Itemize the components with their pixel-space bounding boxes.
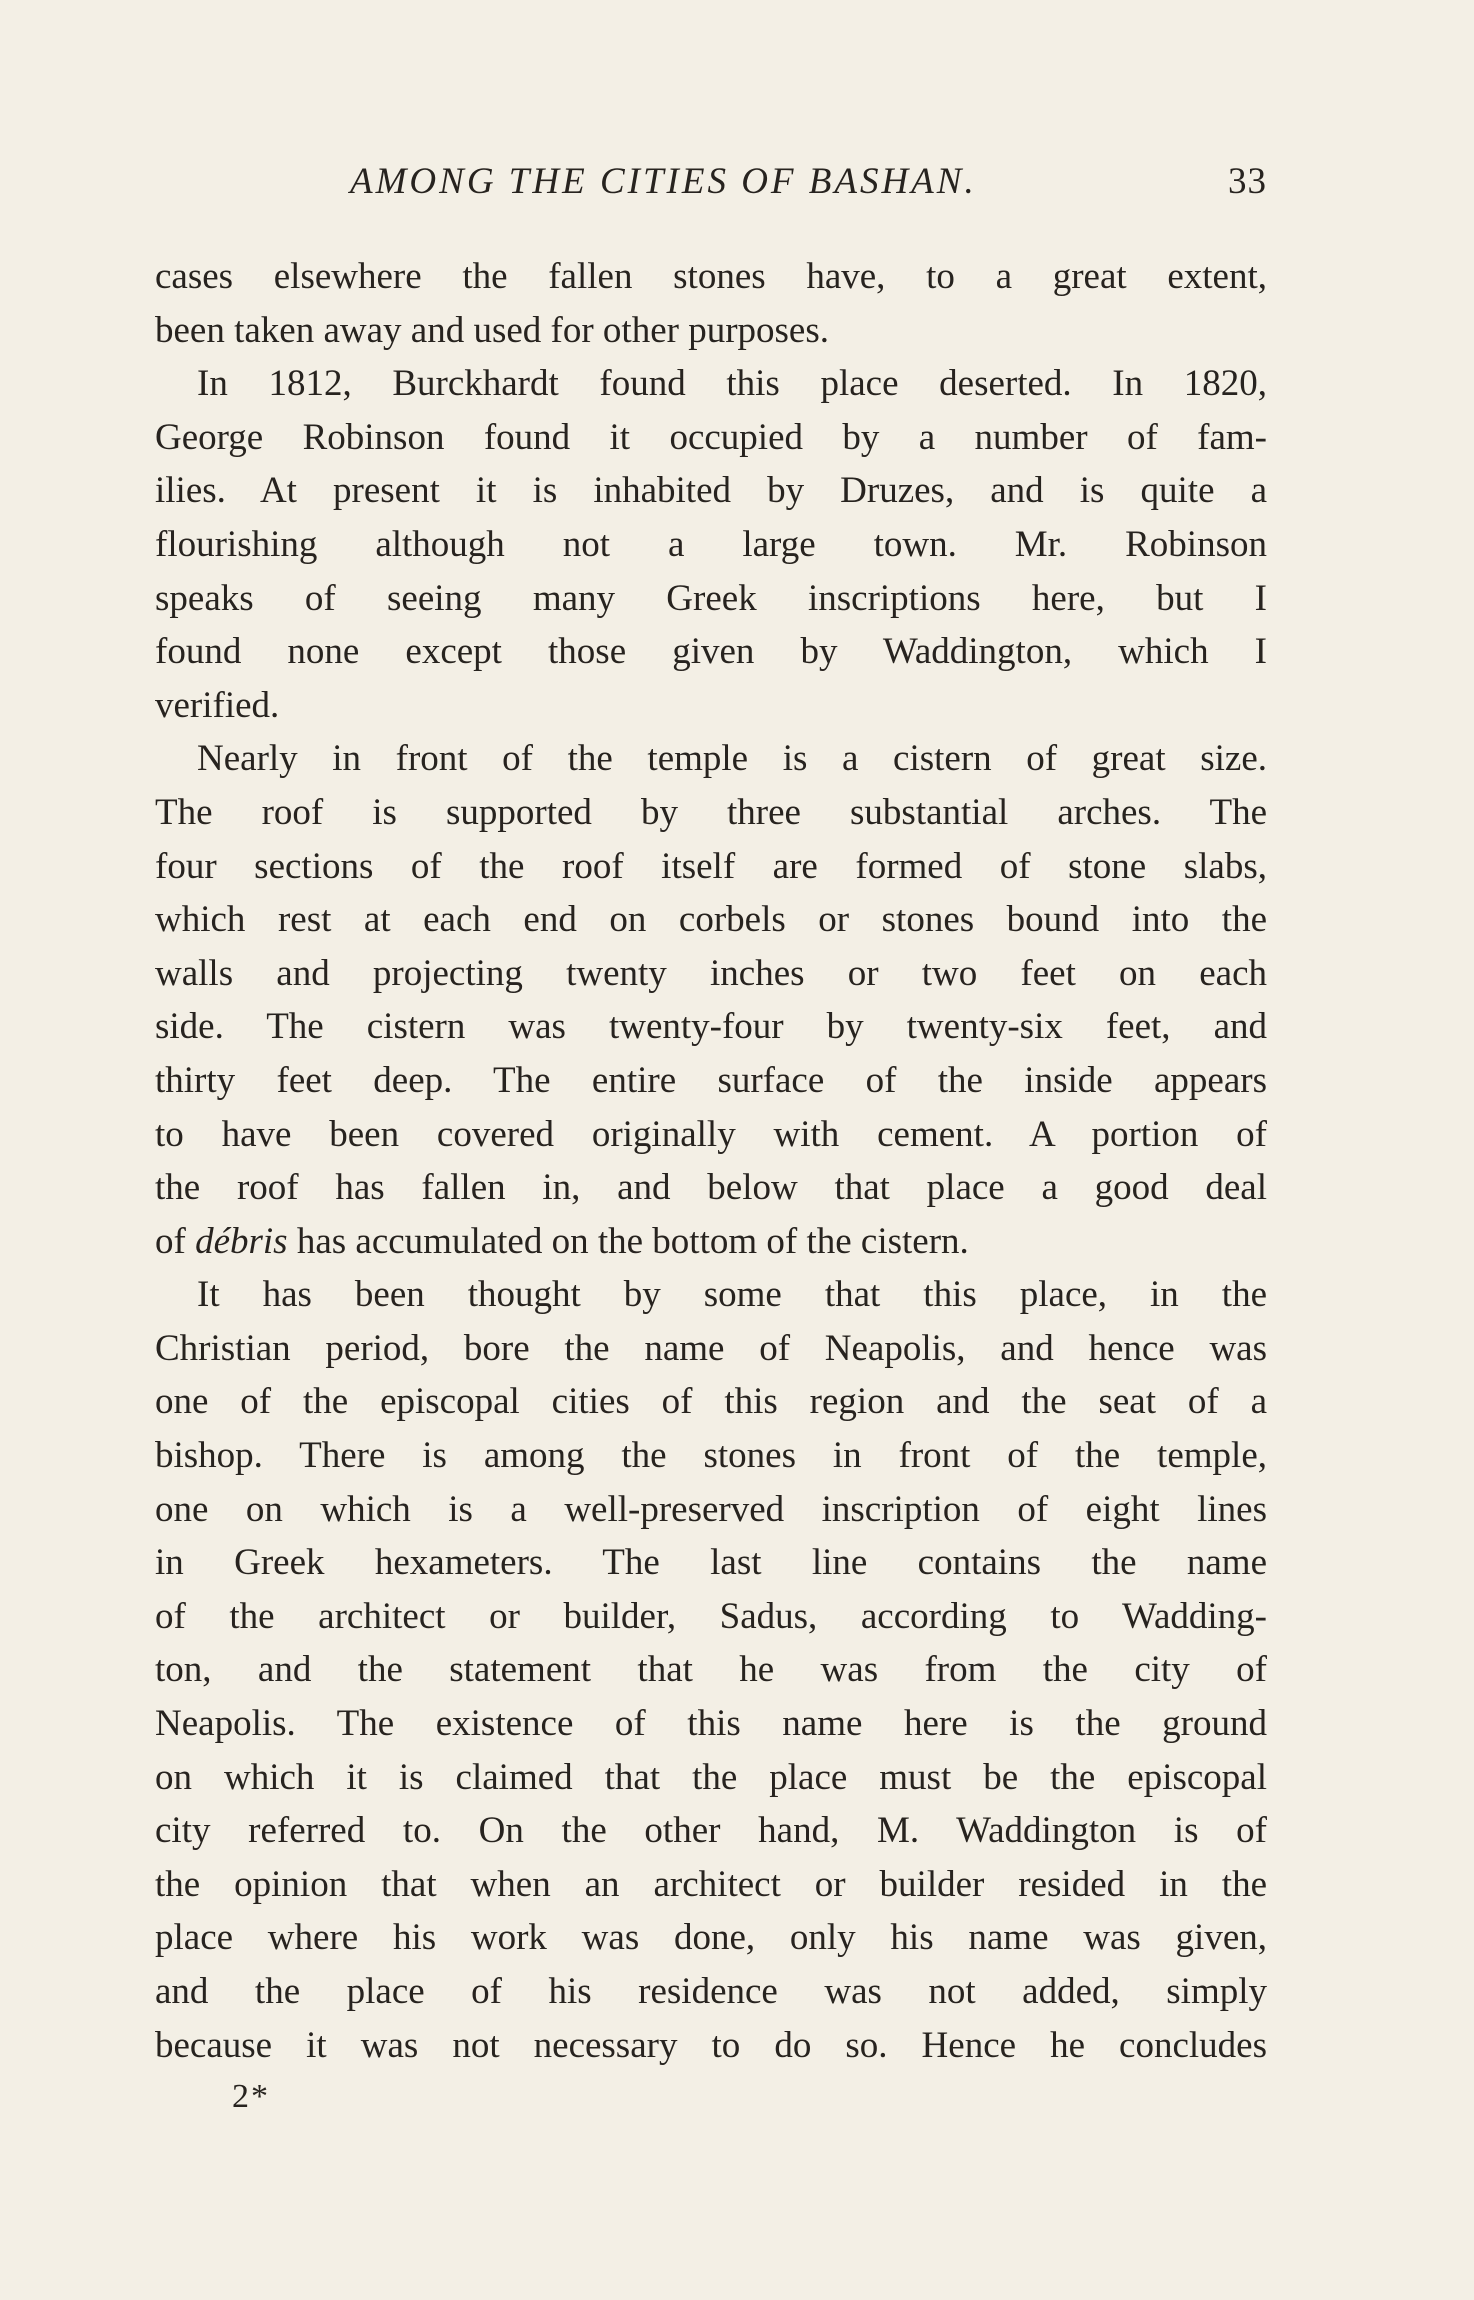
text-line: been taken away and used for other purposes. bbox=[155, 309, 829, 351]
page-number: 33 bbox=[1228, 161, 1267, 202]
text-line bbox=[155, 1215, 1267, 1269]
text-line: Christian period, bore the name of Neapolis, and hence was bbox=[155, 1327, 1267, 1369]
text-line: It has been thought by some that this place, in the bbox=[197, 1274, 1267, 1316]
text-line: four sections of the roof itself are formed of stone slabs, bbox=[155, 845, 1267, 887]
text-line: one of the episcopal cities of this region and the seat of a bbox=[155, 1381, 1267, 1423]
text-line: George Robinson found it occupied by a number of fam- bbox=[155, 416, 1267, 458]
signature-mark: 2* bbox=[232, 2078, 270, 2115]
text-line: the roof has fallen in, and below that place a good deal bbox=[155, 1167, 1267, 1209]
running-title: AMONG THE CITIES OF BASHAN. bbox=[350, 161, 977, 202]
text-line: and the place of his residence was not added, simply bbox=[155, 1971, 1267, 2012]
body-text bbox=[155, 250, 1267, 2072]
text-line: place where his work was done, only his name was given, bbox=[155, 1917, 1267, 1959]
text-fragment: of bbox=[155, 1220, 196, 1262]
text-line: Nearly in front of the temple is a cistern of great size. bbox=[197, 738, 1267, 780]
text-line: which rest at each end on corbels or stones bound into the bbox=[155, 899, 1267, 941]
text-line: flourishing although not a large town. Mr. Robinson bbox=[155, 523, 1267, 565]
text-line: in Greek hexameters. The last line contains the name bbox=[155, 1542, 1267, 1584]
text-line: The roof is supported by three substantial arches. The bbox=[155, 791, 1267, 833]
text-line: because it was not necessary to do so. Hence he concludes bbox=[155, 2024, 1267, 2066]
text-line: walls and projecting twenty inches or two feet on each bbox=[155, 952, 1267, 994]
text-line: to have been covered originally with cement. A portion of bbox=[155, 1113, 1267, 1155]
italic-term: débris bbox=[195, 1220, 288, 1262]
text-line: verified. bbox=[155, 684, 280, 726]
text-line: In 1812, Burckhardt found this place deserted. In 1820, bbox=[197, 363, 1267, 405]
text-line: bishop. There is among the stones in front of the temple, bbox=[155, 1435, 1267, 1477]
text-fragment: has accumulated on the bottom of the cistern. bbox=[287, 1220, 969, 1262]
text-line: on which it is claimed that the place must be the episcopal bbox=[155, 1756, 1267, 1798]
text-line: city referred to. On the other hand, M. Waddington is of bbox=[155, 1810, 1267, 1852]
text-line: the opinion that when an architect or builder resided in the bbox=[155, 1863, 1267, 1905]
text-line: one on which is a well-preserved inscription of eight lines bbox=[155, 1488, 1267, 1530]
text-line: thirty feet deep. The entire surface of the inside appears bbox=[155, 1059, 1267, 1101]
text-line: of the architect or builder, Sadus, according to Wadding- bbox=[155, 1595, 1267, 1637]
text-line: found none except those given by Waddington, which I bbox=[155, 631, 1267, 673]
text-line: cases elsewhere the fallen stones have, to a great extent, bbox=[155, 256, 1267, 297]
text-line: Neapolis. The existence of this name here is the ground bbox=[155, 1703, 1267, 1745]
text-line: ton, and the statement that he was from the city of bbox=[155, 1649, 1267, 1691]
text-line: speaks of seeing many Greek inscriptions here, but I bbox=[155, 577, 1267, 619]
running-head bbox=[155, 160, 1267, 220]
text-line: ilies. At present it is inhabited by Druzes, and is quite a bbox=[155, 470, 1267, 512]
text-line: side. The cistern was twenty-four by twenty-six feet, and bbox=[155, 1006, 1267, 1048]
